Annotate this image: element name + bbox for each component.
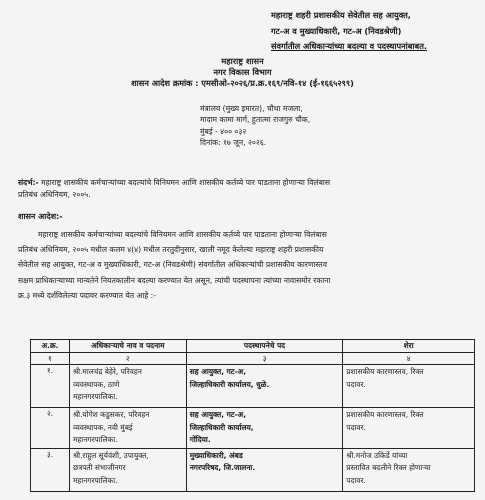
table-row (31, 448, 475, 491)
order-line-5: क्र.३ मध्ये दर्शविलेल्या पदावर करण्यात येत आहे :- (18, 290, 156, 300)
name-line: व्यवस्थापक, ठाणे (72, 379, 120, 389)
reference-text: महाराष्ट्र शासकीय कर्मचाऱ्यांच्या बदल्यांचे विनियमन आणि शासकीय कर्तव्ये पार पाडताना होणाऱ्या विलंबास (41, 178, 331, 187)
post-line: सह आयुक्त, गट-अ, (189, 410, 246, 419)
header-name: अधिकाऱ्याचे नाव व पदनाम (69, 340, 186, 353)
address-line-1: मंत्रालय (मुख्य इमारत), चौथा मजला, (200, 104, 303, 113)
order-number: शासन आदेश क्रमांक : एमसीओ-२०२६/प्र.क्र.१६९/नवि-१४ (ई-१६६५२९९) (131, 78, 354, 88)
address-line-3: मुंबई - ४०० ०३२ (200, 126, 247, 136)
remark-line: पदावर. (346, 422, 366, 432)
row-remark (343, 448, 475, 491)
row-sr: ३. (31, 448, 70, 491)
remark-line: प्रस्तावित बदलीने रिक्त होणाऱ्या (346, 463, 431, 473)
order-heading: शासन आदेश:- (18, 212, 63, 221)
officers-table (30, 339, 475, 492)
header-sr: अ.क्र. (31, 340, 70, 353)
govt-title: महाराष्ट्र शासन (221, 56, 264, 66)
row-post (186, 365, 343, 408)
name-line: महानगरपालिका. (72, 392, 118, 402)
address-block (200, 103, 310, 149)
order-paragraph (18, 227, 473, 303)
post-line: मुख्याधिकारी, अंबड (189, 450, 243, 460)
subject-block (271, 8, 479, 55)
name-line: श्री.योगेश कडुसकर, परिवहन (72, 410, 150, 419)
table-row (31, 365, 475, 408)
remark-line: प्रशासकीय कारणास्तव, रिक्त (346, 410, 424, 419)
name-line: श्री.राहुल सूर्यवंशी, उपायुक्त, (72, 450, 149, 460)
row-remark (343, 365, 475, 408)
row-name (69, 365, 186, 408)
row-name (69, 448, 186, 491)
subject-line-3: संवर्गातील अधिकाऱ्यांच्या बदल्या व पदस्थापनांबाबत. (271, 41, 428, 51)
remark-line: पदावर. (346, 379, 366, 389)
name-line: व्यवस्थापक, नवी मुंबई (72, 422, 133, 432)
col-number: १ (31, 353, 70, 365)
department-title: नगर विकास विभाग (213, 67, 272, 77)
address-line-2: मादाम कामा मार्ग, हुतात्मा राजगुरु चौक, (200, 115, 311, 125)
post-line: जिल्हाधिकारी कार्यालय, (189, 422, 254, 432)
order-line-1: महाराष्ट्र शासकीय कर्मचाऱ्यांच्या बदल्यांचे विनियमन आणि शासकीय कर्तव्ये पार पाडताना होणाऱ्या विलंबास (38, 230, 327, 239)
reference-block (18, 177, 473, 200)
order-line-3: सेवेतील सह आयुक्त, गट-अ व मुख्याधिकारी, गट-अ (निवडश्रेणी) संवर्गातील अधिकाऱ्यांची प्रशासकीय कारणास्तव (18, 260, 327, 270)
col-number: २ (69, 353, 186, 365)
post-line: जिल्हाधिकारी कार्यालय, धुळे. (189, 379, 270, 389)
reference-label: संदर्भ:- (18, 178, 39, 187)
row-sr: २. (31, 408, 70, 449)
header-block (0, 56, 485, 89)
row-sr: १. (31, 365, 70, 408)
name-line: महानगरपालिका. (72, 435, 118, 445)
order-date: दिनांक: १७ जून, २०२६. (200, 138, 267, 148)
row-post (186, 408, 343, 449)
table-header-row (31, 340, 475, 353)
order-line-4: सक्षम प्राधिकाऱ्याच्या मान्यतेने नियतकालीन बदल्या करण्यात येत असून, त्यांची पदस्थापना त्यांच्या नावासमोर रकाना (18, 275, 331, 285)
row-name (69, 408, 186, 449)
name-line: महानगरपालिका. (72, 475, 118, 485)
subject-line-2: गट-अ व मुख्याधिकारी, गट-अ (निवडश्रेणी) (271, 25, 402, 36)
name-line: श्री.मालचंद्र बेहेरे, परिवहन (72, 367, 142, 376)
header-remark: शेरा (343, 340, 475, 353)
row-remark (343, 408, 475, 449)
name-line: छत्रपती संभाजीनगर (72, 463, 126, 473)
remark-line: श्री.मनोज उकिर्डे यांच्या (346, 450, 408, 460)
remark-line: प्रशासकीय कारणास्तव, रिक्त (346, 367, 424, 376)
header-post: पदस्थापनेचे पद (186, 340, 343, 353)
remark-line: पदावर. (346, 475, 366, 485)
post-line: गोंदिया. (189, 435, 211, 445)
subject-line-1: महाराष्ट्र शहरी प्रशासकीय सेवेतील सह आयुक्त, (271, 10, 411, 20)
col-number: ३ (186, 353, 343, 365)
col-number: ४ (343, 353, 475, 365)
row-post (186, 448, 343, 491)
post-line: सह आयुक्त, गट-अ, (189, 367, 246, 376)
column-number-row (31, 353, 475, 365)
order-line-2: प्रतिबंध अधिनियम, २००५ मधील कलम ४(४) मधील तरतुदीनुसार, खाली नमूद केलेल्या महाराष्ट्र शहरी प्रशासकीय (18, 245, 324, 255)
post-line: नगरपरिषद, जि.जालना. (189, 463, 256, 473)
table-row (31, 408, 475, 449)
reference-text-2: प्रतिबंध अधिनियम, २००५. (18, 189, 91, 199)
